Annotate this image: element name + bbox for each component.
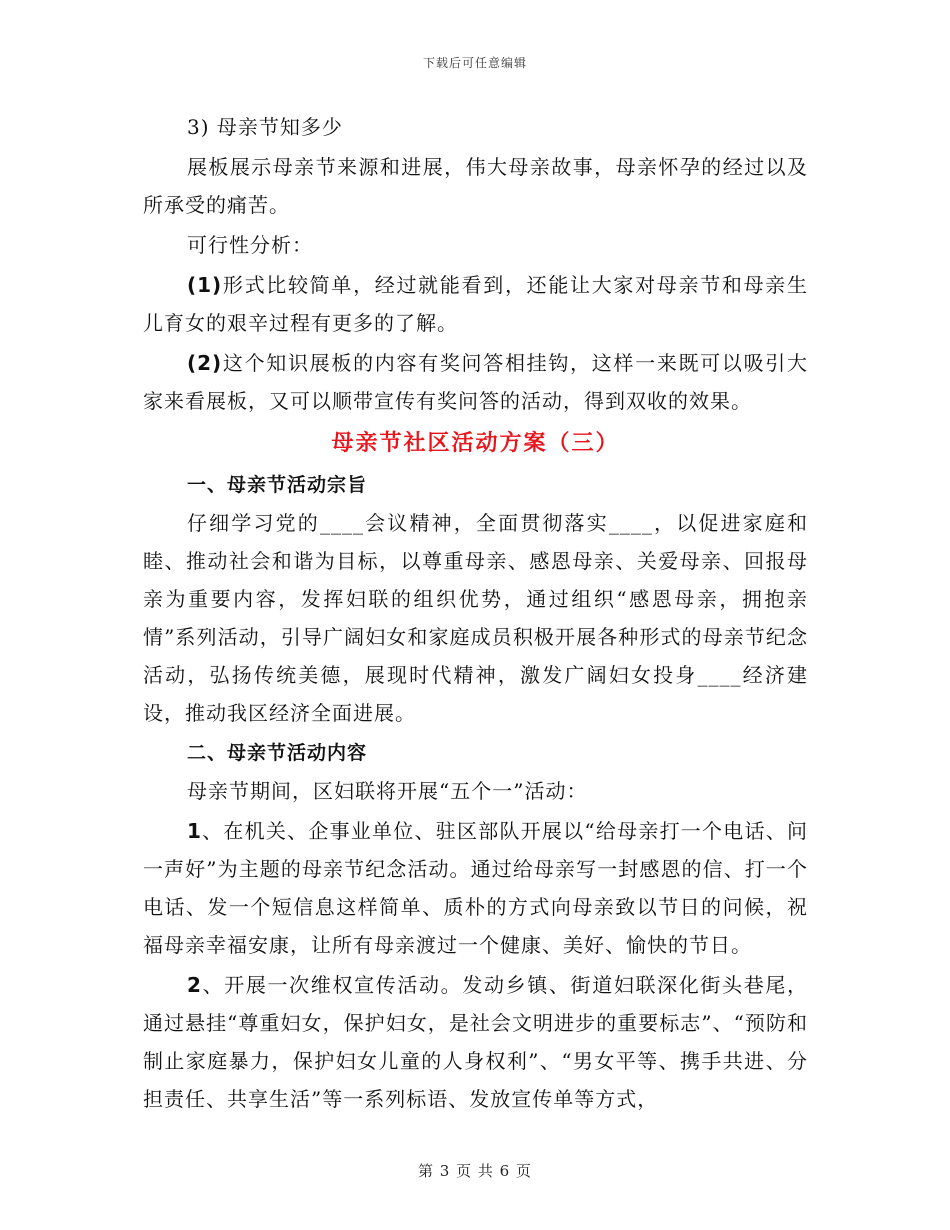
- paragraph-five-activities: 母亲节期间，区妇联将开展“五个一”活动：: [187, 779, 588, 803]
- paragraph-feasibility-1: [143, 266, 808, 342]
- heading-content: 二、母亲节活动内容: [187, 742, 368, 764]
- paragraph-activity-2: [143, 966, 808, 1118]
- paragraph-text: 、在机关、企事业单位、驻区部队开展以“给母亲打一个电话、问一声好”为主题的母亲节纪念活动。通过给母亲写一封感恩的信、打一个电话、发一个短信息这样简单、质朴的方式向母亲致以节日的问候，祝福母亲幸福安康，让所有母亲渡过一个健康、美好、愉快的节日。: [143, 819, 808, 957]
- list-number: 2: [187, 973, 202, 997]
- header-note: 下载后可任意编辑: [422, 56, 527, 70]
- paragraph-display-board: 展板展示母亲节来源和进展，伟大母亲故事，母亲怀孕的经过以及所承受的痛苦。: [143, 155, 808, 217]
- paragraph-text: 形式比较简单，经过就能看到，还能让大家对母亲节和母亲生儿育女的艰辛过程有更多的了解。: [143, 273, 808, 335]
- list-number: (2): [187, 351, 223, 375]
- section-title: 母亲节社区活动方案（三）: [331, 431, 620, 456]
- paragraph-purpose: 仔细学习党的____会议精神，全面贯彻落实____，以促进家庭和睦、推动社会和谐为目标，以尊重母亲、感恩母亲、关爱母亲、回报母亲为重要内容，发挥妇联的组织优势，通过组织“感恩母亲，拥抱亲情”系列活动，引导广阔妇女和家庭成员积极开展各种形式的母亲节纪念活动，弘扬传统美德，展现时代精神，激发广阔妇女投身____经济建设，推动我区经济全面进展。: [143, 511, 808, 725]
- paragraph-text: 这个知识展板的内容有奖问答相挂钩，这样一来既可以吸引大家来看展板，又可以顺带宣传有奖问答的活动，得到双收的效果。: [143, 351, 808, 413]
- list-number: 1: [187, 819, 202, 843]
- paragraph-feasibility-2: [143, 344, 808, 420]
- paragraph-text: 、开展一次维权宣传活动。发动乡镇、街道妇联深化街头巷尾，通过悬挂“尊重妇女，保护妇女，是社会文明进步的重要标志”、“预防和制止家庭暴力，保护妇女儿童的人身权利”、“男女平等、携手共进、分担责任、共享生活”等一系列标语、发放宣传单等方式，: [143, 973, 808, 1111]
- document-body: [143, 108, 808, 1120]
- paragraph-feasibility-label: 可行性分析：: [187, 233, 313, 257]
- list-number: (1): [187, 273, 223, 297]
- paragraph-activity-1: [143, 812, 808, 964]
- paragraph-knowledge-title: 3) 母亲节知多少: [187, 115, 343, 139]
- page-number: 第 3 页 共 6 页: [418, 1162, 532, 1180]
- heading-purpose: 一、母亲节活动宗旨: [187, 474, 368, 496]
